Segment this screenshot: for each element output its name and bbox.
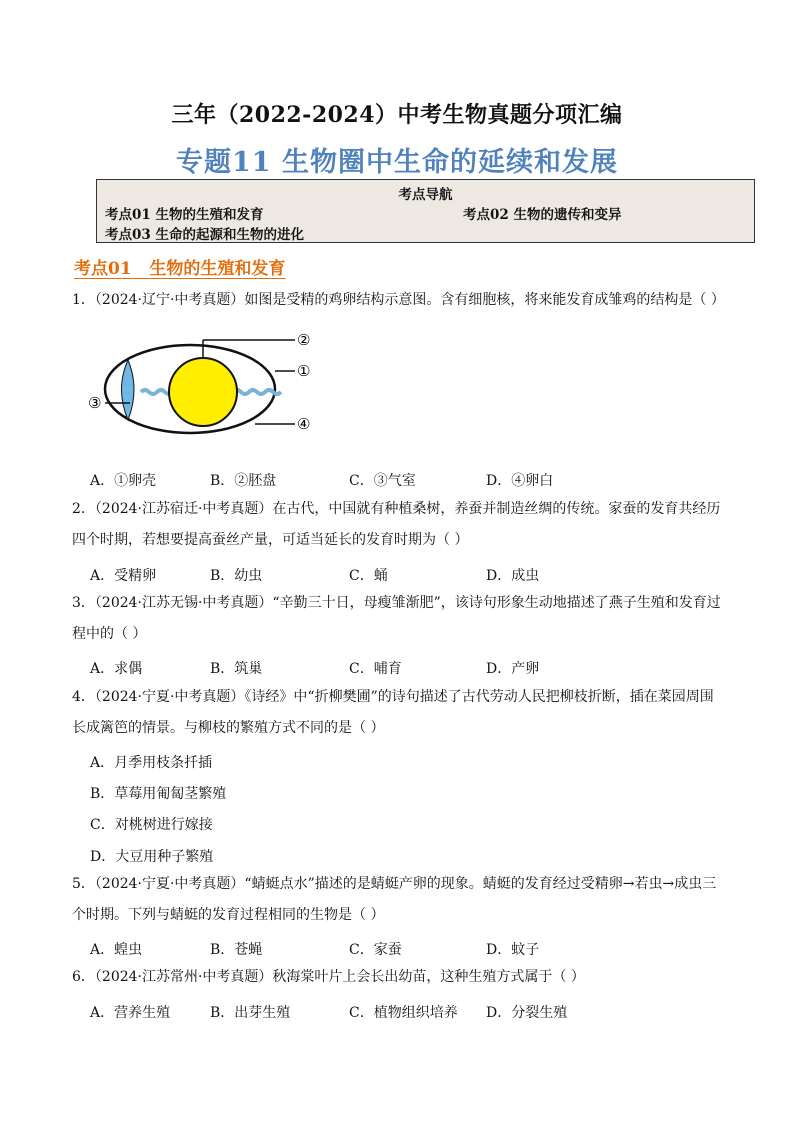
question-3-option-a[interactable]: A．求偶 <box>90 661 143 677</box>
question-5-stem-line1: 5．（2024·宁夏·中考真题）“蜻蜓点水”描述的是蜻蜓产卵的现象。蜻蜓的发育经过受精卵→若虫→成虫三 <box>72 876 717 892</box>
chicken-egg-diagram <box>85 328 335 438</box>
topic-title: 专题11 生物圈中生命的延续和发展 <box>176 147 618 178</box>
question-6-option-a[interactable]: A．营养生殖 <box>90 1005 171 1021</box>
question-2-stem-line2: 四个时期，若想要提高蚕丝产量，可适当延长的发育时期为（ ） <box>72 532 469 548</box>
question-4-option-c[interactable]: C．对桃树进行嫁接 <box>90 817 213 833</box>
question-2-stem-line1: 2．（2024·江苏宿迁·中考真题）在古代，中国就有种植桑树，养蚕并制造丝绸的传统。家蚕的发育共经历 <box>72 501 721 517</box>
question-3-option-c[interactable]: C．哺育 <box>349 661 402 677</box>
question-6-option-b[interactable]: B．出芽生殖 <box>210 1005 291 1021</box>
question-4-stem-line2: 长成篱笆的情景。与柳枝的繁殖方式不同的是（ ） <box>72 720 385 736</box>
question-4-option-d[interactable]: D．大豆用种子繁殖 <box>90 849 214 865</box>
question-3-stem-line1: 3．（2024·江苏无锡·中考真题）“辛勤三十日，母瘦雏渐肥”，该诗句形象生动地描述了燕子生殖和发育过 <box>72 595 721 611</box>
question-6-stem: 6．（2024·江苏常州·中考真题）秋海棠叶片上会长出幼苗，这种生殖方式属于（ ） <box>72 969 585 985</box>
egg-label-1: ① <box>297 362 311 380</box>
document-title: 三年（2022-2024）中考生物真题分项汇编 <box>171 102 623 128</box>
section-heading: 考点01 生物的生殖和发育 <box>74 259 286 279</box>
question-2-option-c[interactable]: C．蛹 <box>349 568 388 584</box>
question-3-option-b[interactable]: B．筑巢 <box>210 661 263 677</box>
question-2-option-b[interactable]: B．幼虫 <box>210 568 263 584</box>
question-5-stem-line2: 个时期。下列与蜻蜓的发育过程相同的生物是（ ） <box>72 907 385 923</box>
question-6-option-c[interactable]: C．植物组织培养 <box>349 1005 458 1021</box>
question-2-option-d[interactable]: D．成虫 <box>486 568 540 584</box>
egg-label-4: ④ <box>297 415 311 433</box>
question-1-option-d[interactable]: D．④卵白 <box>486 473 554 489</box>
question-5-option-b[interactable]: B．苍蝇 <box>210 942 263 958</box>
question-5-option-c[interactable]: C．家蚕 <box>349 942 402 958</box>
question-4-stem-line1: 4．（2024·宁夏·中考真题）《诗经》中“折柳樊圃”的诗句描述了古代劳动人民把柳枝折断，插在菜园周围 <box>72 689 714 705</box>
question-1-option-a[interactable]: A．①卵壳 <box>90 473 157 489</box>
yolk <box>169 358 237 426</box>
question-5-option-d[interactable]: D．蚊子 <box>486 942 540 958</box>
question-4-option-a[interactable]: A．月季用枝条扦插 <box>90 755 213 771</box>
navigation-item-3[interactable]: 考点03 生命的起源和生物的进化 <box>105 227 304 243</box>
question-1-stem: 1．（2024·辽宁·中考真题）如图是受精的鸡卵结构示意图。含有细胞核，将来能发育成雏鸡的结构是（ ） <box>72 292 725 308</box>
question-3-stem-line2: 程中的（ ） <box>72 626 147 642</box>
question-5-option-a[interactable]: A．蝗虫 <box>90 942 143 958</box>
question-1-option-c[interactable]: C．③气室 <box>349 473 416 489</box>
question-2-option-a[interactable]: A．受精卵 <box>90 568 157 584</box>
navigation-item-2[interactable]: 考点02 生物的遗传和变异 <box>463 207 622 223</box>
navigation-header: 考点导航 <box>398 187 453 203</box>
egg-label-2: ② <box>297 331 311 349</box>
navigation-item-1[interactable]: 考点01 生物的生殖和发育 <box>105 207 264 223</box>
question-3-option-d[interactable]: D．产卵 <box>486 661 540 677</box>
question-6-option-d[interactable]: D．分裂生殖 <box>486 1005 568 1021</box>
chalaza-right <box>233 390 281 394</box>
topic-navigation-box <box>96 179 755 243</box>
question-4-option-b[interactable]: B．草莓用匍匐茎繁殖 <box>90 786 227 802</box>
question-1-option-b[interactable]: B．②胚盘 <box>210 473 277 489</box>
egg-label-3: ③ <box>88 394 102 412</box>
